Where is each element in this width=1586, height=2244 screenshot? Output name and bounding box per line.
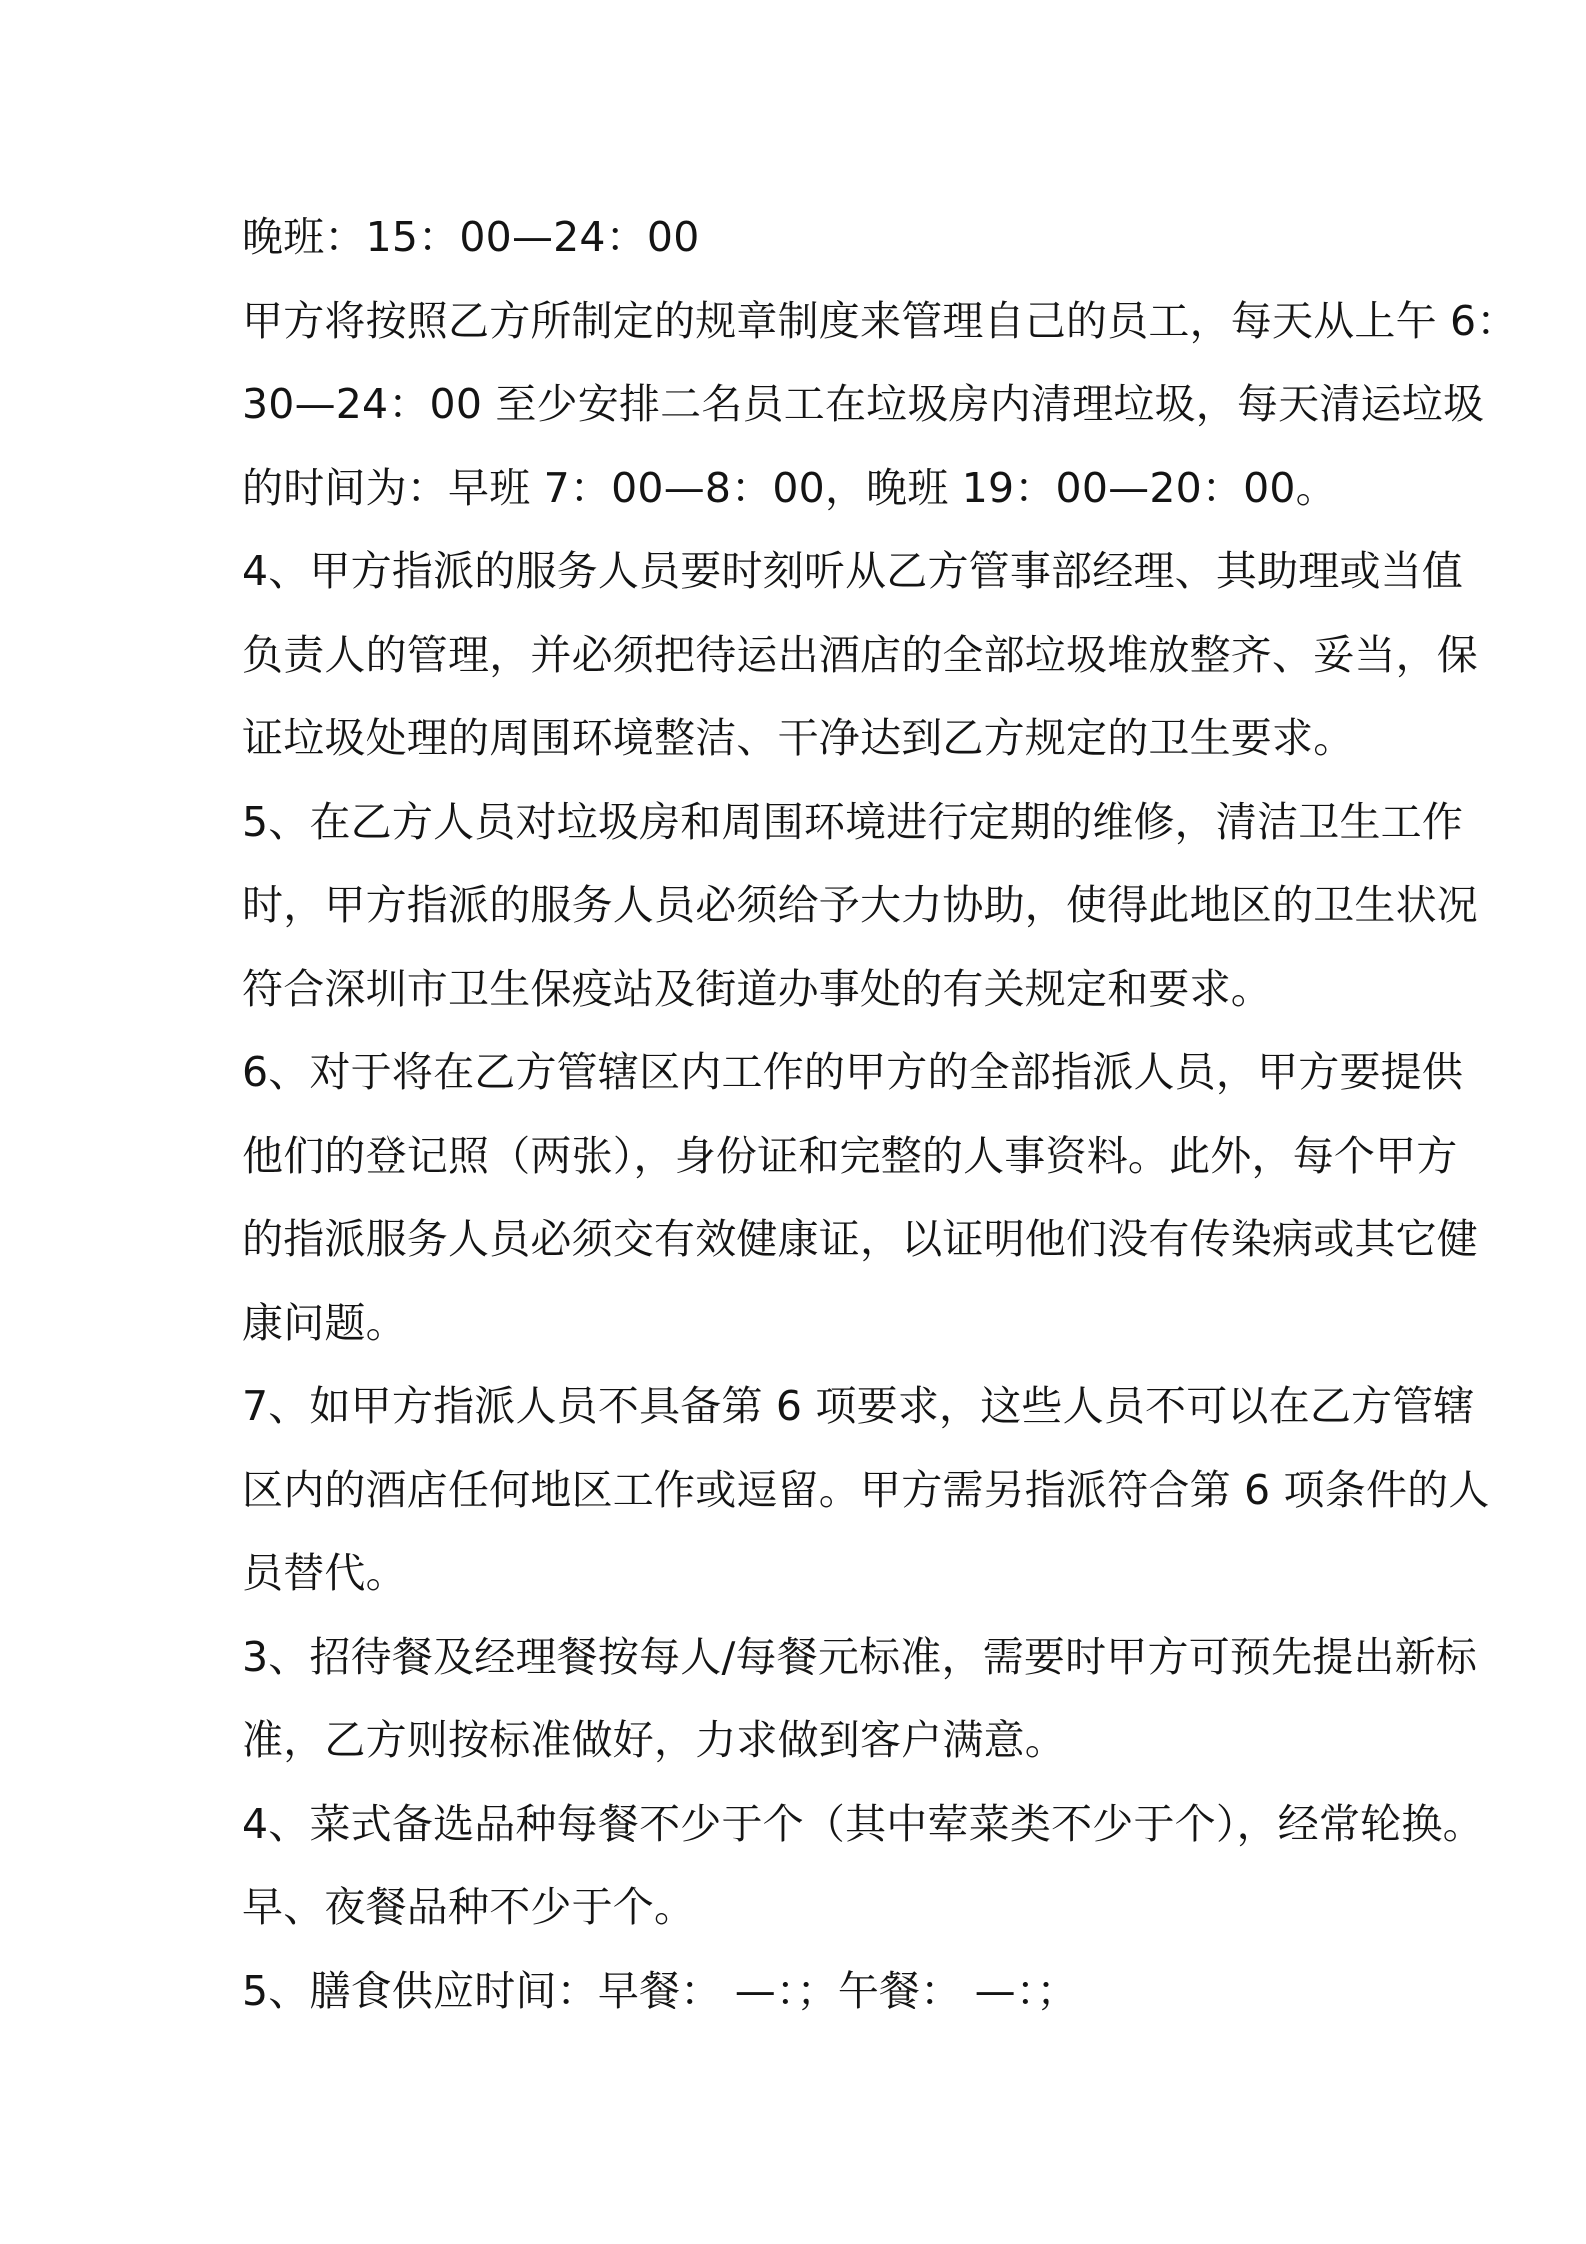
text-line: 30—24：00 至少安排二名员工在垃圾房内清理垃圾，每天清运垃圾 [242,380,1485,428]
text-line: 甲方将按照乙方所制定的规章制度来管理自己的员工，每天从上午 6： [242,296,1518,345]
text-line: 3、招待餐及经理餐按每人/每餐元标准，需要时甲方可预先提出新标 [242,1632,1478,1681]
text-line: 5、膳食供应时间：早餐： —：；午餐： —：； [242,1966,1078,2015]
text-line: 证垃圾处理的周围环境整洁、干净达到乙方规定的卫生要求。 [242,714,1355,762]
text-line: 康问题。 [242,1298,407,1347]
document-body [242,196,1518,2033]
text-line: 负责人的管理，并必须把待运出酒店的全部垃圾堆放整齐、妥当，保 [242,630,1478,679]
text-line: 4、甲方指派的服务人员要时刻听从乙方管事部经理、其助理或当值 [242,547,1464,595]
text-line: 时，甲方指派的服务人员必须给予大力协助，使得此地区的卫生状况 [242,881,1478,929]
text-line: 晚班：15：00—24：00 [242,213,700,261]
text-line: 员替代。 [242,1549,407,1597]
text-line: 准，乙方则按标准做好，力求做到客户满意。 [242,1716,1066,1764]
text-line: 区内的酒店任何地区工作或逗留。甲方需另指派符合第 6 项条件的人 [242,1465,1490,1514]
text-line: 4、菜式备选品种每餐不少于个（其中荤菜类不少于个），经常轮换。 [242,1799,1484,1848]
text-line: 他们的登记照（两张），身份证和完整的人事资料。此外，每个甲方 [242,1131,1458,1180]
text-line: 早、夜餐品种不少于个。 [242,1883,696,1931]
text-line: 7、如甲方指派人员不具备第 6 项要求，这些人员不可以在乙方管辖 [242,1382,1475,1430]
text-line: 的时间为：早班 7：00—8：00，晚班 19：00—20：00。 [242,463,1337,512]
text-line: 6、对于将在乙方管辖区内工作的甲方的全部指派人员，甲方要提供 [242,1048,1464,1096]
text-line: 5、在乙方人员对垃圾房和周围环境进行定期的维修，清洁卫生工作 [242,797,1464,846]
text-line: 符合深圳市卫生保疫站及街道办事处的有关规定和要求。 [242,964,1272,1013]
text-line: 的指派服务人员必须交有效健康证，以证明他们没有传染病或其它健 [242,1215,1478,1263]
